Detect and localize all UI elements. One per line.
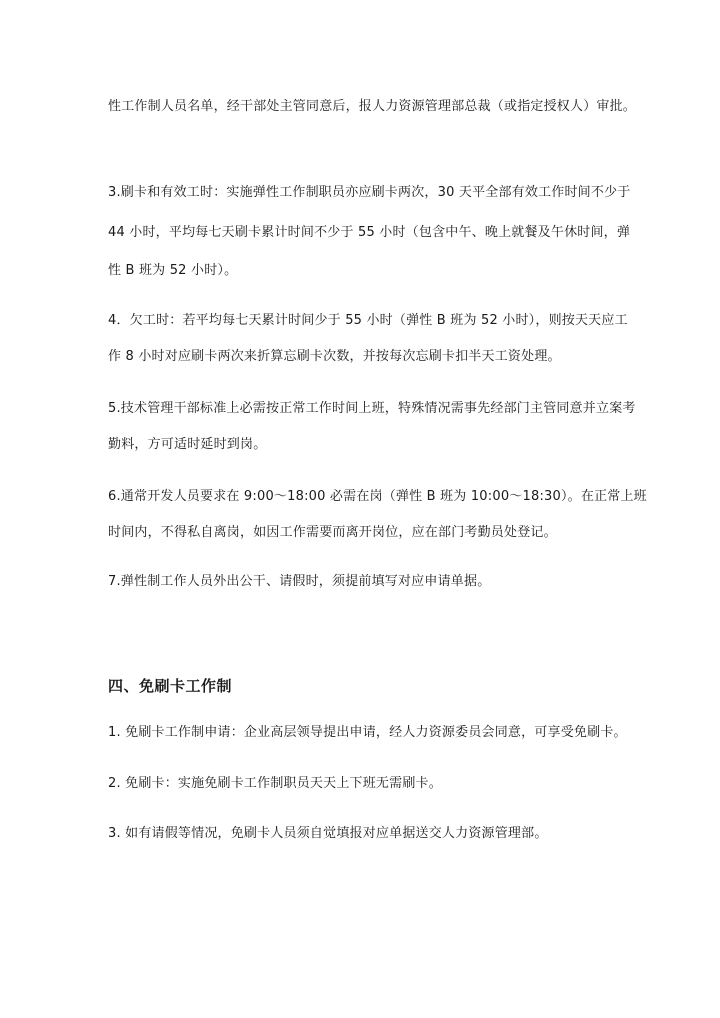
list-item: 3. 如有请假等情况，免刷卡人员须自觉填报对应单据送交人力资源管理部。 [108,826,548,841]
list-item: 1. 免刷卡工作制申请：企业高层领导提出申请，经人力资源委员会同意，可享受免刷卡。 [108,725,627,740]
section-heading: 四、免刷卡工作制 [108,677,233,695]
paragraph-line: 6.通常开发人员要求在 9:00～18:00 必需在岗（弹性 B 班为 10:00～18:30）。在正常上班 [108,489,647,504]
paragraph-line: 5.技术管理干部标准上必需按正常工作时间上班，特殊情况需事先经部门主管同意并立案考 [108,401,636,416]
paragraph-line: 时间内，不得私自离岗，如因工作需要而离开岗位，应在部门考勤员处登记。 [108,525,557,540]
list-item: 2. 免刷卡：实施免刷卡工作制职员天天上下班无需刷卡。 [108,776,442,791]
paragraph-line: 4．欠工时：若平均每七天累计时间少于 55 小时（弹性 B 班为 52 小时），则按天天应工 [108,313,628,328]
paragraph-line: 44 小时，平均每七天刷卡累计时间不少于 55 小时（包含中午、晚上就餐及午休时间，弹 [108,225,631,240]
paragraph-line: 7.弹性制工作人员外出公干、请假时，须提前填写对应申请单据。 [108,574,491,589]
paragraph-line: 性 B 班为 52 小时）。 [108,263,238,278]
paragraph-line: 3.刷卡和有效工时：实施弹性工作制职员亦应刷卡两次，30 天平全部有效工作时间不少于 [108,185,631,200]
paragraph-line: 勤料，方可适时延时到岗。 [108,437,267,452]
paragraph-line: 作 8 小时对应刷卡两次来折算忘刷卡次数，并按每次忘刷卡扣半天工资处理。 [108,349,561,364]
paragraph-line: 性工作制人员名单，经干部处主管同意后，报人力资源管理部总裁（或指定授权人）审批。 [108,99,637,114]
